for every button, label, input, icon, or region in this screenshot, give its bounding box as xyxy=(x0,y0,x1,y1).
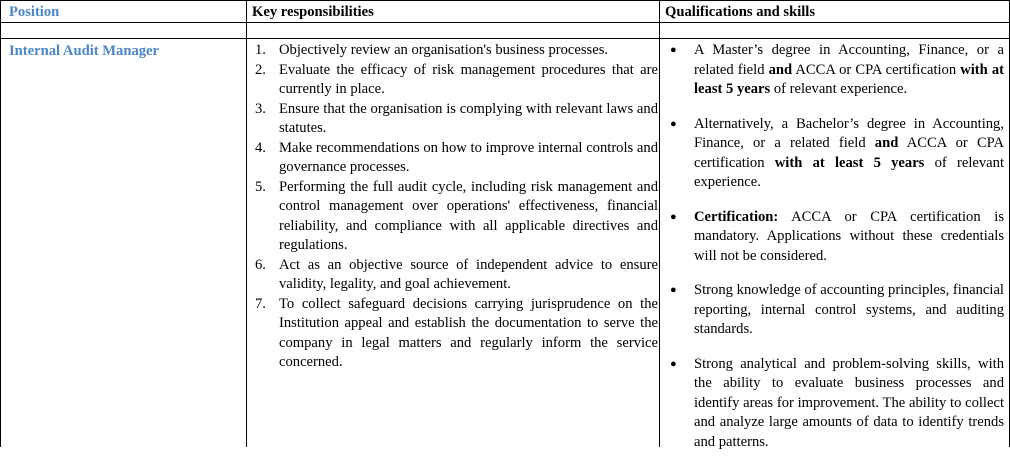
responsibility-item xyxy=(252,100,658,139)
bold-text: Certification: xyxy=(694,208,779,225)
text: of relevant experience. xyxy=(770,81,908,97)
text: A Master’s degree in Accounting, Finance, or a related field xyxy=(694,42,1004,78)
qualification-item xyxy=(664,355,1004,453)
bold-text: and xyxy=(874,135,899,151)
text: of relevant experience. xyxy=(694,154,1004,190)
bold-text: and xyxy=(768,61,793,78)
bullet-icon: ● xyxy=(670,117,677,130)
bullet-icon: ● xyxy=(670,44,677,56)
item-text: Ensure that the organisation is complying with relevant laws and statutes. xyxy=(279,100,658,136)
bullet-icon: ● xyxy=(670,210,677,223)
table-border-left xyxy=(0,0,1,447)
responsibility-item xyxy=(252,61,658,100)
qualifications-list xyxy=(664,41,1004,467)
bullet-icon: ● xyxy=(670,284,677,296)
text: ACCA or CPA certification is mandatory. Applications without these credentials will not be considered. xyxy=(694,208,1004,264)
header-position: Position xyxy=(9,4,60,20)
responsibility-item xyxy=(252,295,658,373)
responsibility-item xyxy=(252,256,658,295)
column-divider-1 xyxy=(246,0,247,447)
header-key-responsibilities: Key responsibilities xyxy=(252,4,374,20)
column-divider-2 xyxy=(659,0,660,447)
item-text: Performing the full audit cycle, including risk management and control management over operations' effectiveness, financial reliability, and compliance with all applicable directives and regulations. xyxy=(279,178,658,253)
responsibility-item xyxy=(252,41,658,61)
item-number: 7. xyxy=(255,295,266,312)
item-number: 5. xyxy=(255,178,266,195)
item-text: Objectively review an organisation's business processes. xyxy=(279,42,609,58)
header-divider xyxy=(0,22,1010,23)
responsibilities-list xyxy=(252,41,658,373)
header-qualifications: Qualifications and skills xyxy=(665,4,816,20)
item-text: Make recommendations on how to improve internal controls and governance processes. xyxy=(279,139,658,175)
text: ACCA or CPA certification xyxy=(792,61,961,78)
text: Alternatively, a Bachelor’s degree in Accounting, Finance, or a related field xyxy=(694,115,1004,151)
table-border-top xyxy=(0,0,1010,1)
bold-text: with at least 5 years xyxy=(774,154,925,171)
position-title: Internal Audit Manager xyxy=(9,43,159,59)
qualification-item xyxy=(664,208,1004,267)
qualification-item xyxy=(664,115,1004,193)
qualification-item xyxy=(664,41,1004,100)
responsibility-item xyxy=(252,139,658,178)
item-number: 1. xyxy=(255,42,266,58)
responsibility-item xyxy=(252,178,658,256)
bold-text: with at least 5 years xyxy=(694,61,1004,97)
item-number: 6. xyxy=(255,256,266,273)
item-number: 4. xyxy=(255,139,266,156)
text: Strong knowledge of accounting principles, financial reporting, internal control systems, and auditing standards. xyxy=(694,282,1004,337)
item-number: 3. xyxy=(255,100,266,117)
text: Strong analytical and problem-solving skills, with the ability to evaluate business processes and identify areas for improvement. The ability to collect and analyze large amounts of data to identify trends and patterns. xyxy=(694,355,1004,450)
qualification-item xyxy=(664,281,1004,340)
item-text: Act as an objective source of independent advice to ensure validity, legality, and goal achievement. xyxy=(279,256,658,292)
item-text: Evaluate the efficacy of risk management procedures that are currently in place. xyxy=(279,61,658,97)
item-number: 2. xyxy=(255,61,266,78)
item-text: To collect safeguard decisions carrying jurisprudence on the Institution appeal and establish the documentation to serve the company in legal matters and regularly inform the service concerned. xyxy=(279,295,658,370)
text: ACCA or CPA certification xyxy=(694,135,1004,171)
row-divider xyxy=(0,38,1010,39)
bullet-icon: ● xyxy=(670,357,677,370)
